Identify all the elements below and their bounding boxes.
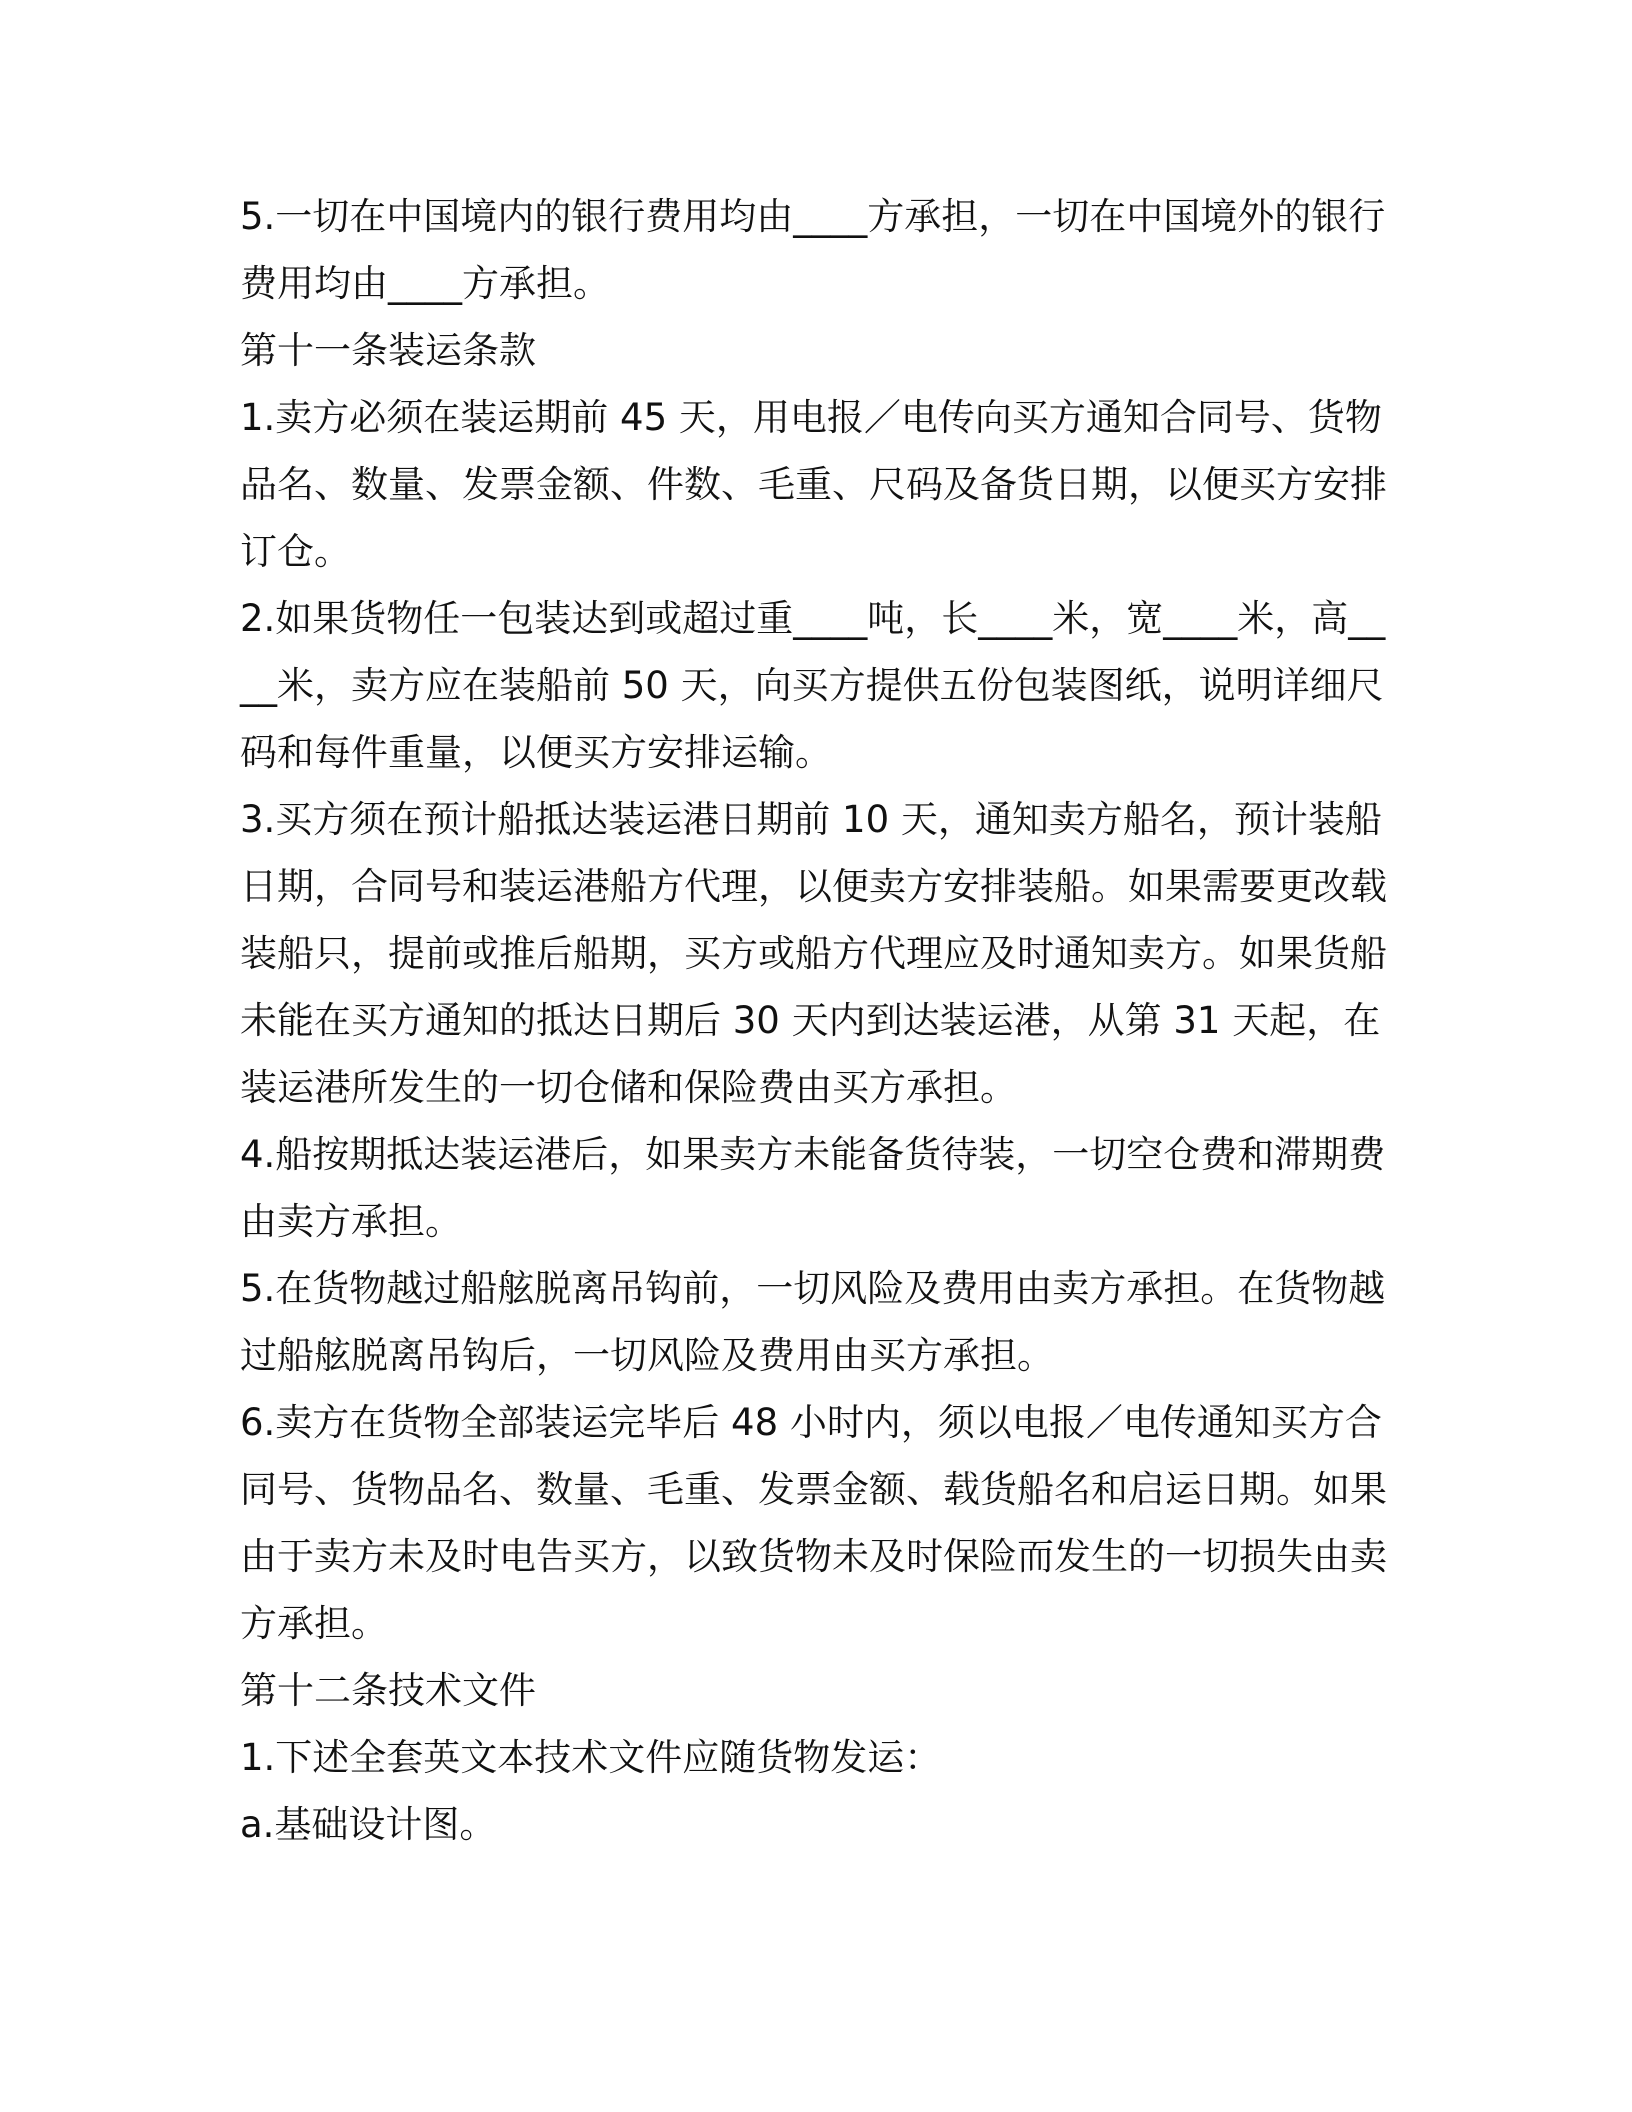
technical-clause-1: 1.下述全套英文本技术文件应随货物发运： xyxy=(240,1736,942,1779)
shipment-clause-4: 4.船按期抵达装运港后，如果卖方未能备货待装，一切空仓费和滞期费由卖方承担。 xyxy=(240,1133,1386,1243)
shipment-clause-5: 5.在货物越过船舷脱离吊钩前，一切风险及费用由卖方承担。在货物越过船舷脱离吊钩后，一切风险及费用由买方承担。 xyxy=(240,1267,1386,1377)
document-body xyxy=(240,183,1400,1858)
shipment-clause-2: 2.如果货物任一包装达到或超过重____吨，长____米，宽____米，高____米，卖方应在装船前 50 天，向买方提供五份包装图纸，说明详细尺码和每件重量，以便买方安排运输。 xyxy=(240,597,1386,774)
bank-fee-clause: 5.一切在中国境内的银行费用均由____方承担，一切在中国境外的银行费用均由____方承担。 xyxy=(240,195,1386,305)
shipment-clause-3: 3.买方须在预计船抵达装运港日期前 10 天，通知卖方船名，预计装船日期，合同号和装运港船方代理，以便卖方安排装船。如果需要更改载装船只，提前或推后船期，买方或船方代理应及时通知卖方。如果货船未能在买方通知的抵达日期后 30 天内到达装运港，从第 31 天起，在装运港所发生的一切仓储和保险费由买方承担。 xyxy=(240,798,1387,1109)
section-heading-technical-documents: 第十二条技术文件 xyxy=(240,1669,536,1712)
technical-clause-1a: a.基础设计图。 xyxy=(240,1803,497,1846)
section-heading-shipment-terms: 第十一条装运条款 xyxy=(240,329,536,372)
shipment-clause-1: 1.卖方必须在装运期前 45 天，用电报／电传向买方通知合同号、货物品名、数量、发票金额、件数、毛重、尺码及备货日期，以便买方安排订仓。 xyxy=(240,396,1387,573)
shipment-clause-6: 6.卖方在货物全部装运完毕后 48 小时内，须以电报／电传通知买方合同号、货物品名、数量、毛重、发票金额、载货船名和启运日期。如果由于卖方未及时电告买方，以致货物未及时保险而发生的一切损失由卖方承担。 xyxy=(240,1401,1387,1645)
